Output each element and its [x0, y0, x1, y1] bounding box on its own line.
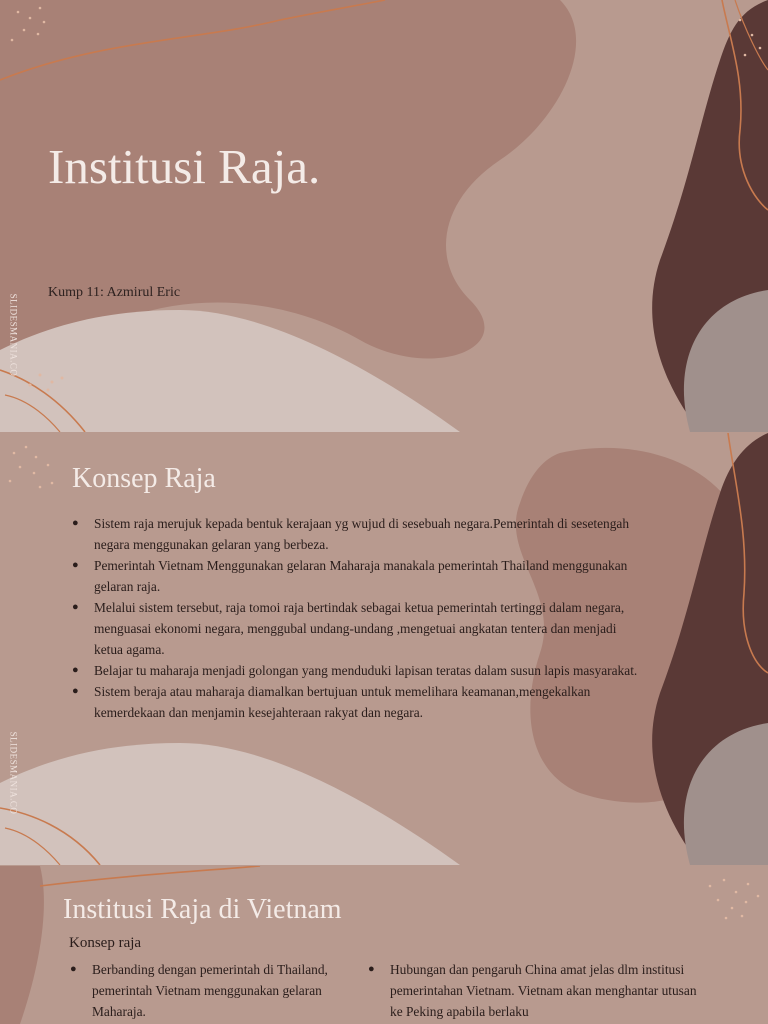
list-item: ● Berbanding dengan pemerintah di Thailand, pemerintah Vietnam menggunakan gelaran Maharaja.	[70, 959, 340, 1022]
list-item: ● Sistem raja merujuk kepada bentuk kerajaan yg wujud di sesebuah negara.Pemerintah di sesetengah negara menggunakan gelaran yang berbeza.	[72, 513, 642, 555]
watermark: SLIDESMANIA.CO	[8, 293, 19, 377]
slide-title-heading: Konsep Raja	[72, 463, 216, 494]
list-item: ● Hubungan dan pengaruh China amat jelas dlm institusi pemerintahan Vietnam. Vietnam akan menghantar utusan ke Peking apabila berlaku	[368, 959, 708, 1022]
slide-title-heading: Institusi Raja di Vietnam	[63, 894, 342, 925]
list-item: ● Pemerintah Vietnam Menggunakan gelaran Maharaja manakala pemerintah Thailand menggunakan gelaran raja.	[72, 555, 642, 597]
watermark: SLIDESMANIA.CO	[8, 731, 19, 815]
slide-vietnam	[0, 866, 768, 1024]
list-item: ● Melalui sistem tersebut, raja tomoi raja bertindak sebagai ketua pemerintah tertinggi dalam negara, menguasai ekonomi negara, menggubal undang-undang ,mengetuai angkatan tentera dan menjadi ketua agama.	[72, 597, 642, 660]
slide-subtitle: Kump 11: Azmirul Eric	[48, 285, 181, 300]
list-item: ● Belajar tu maharaja menjadi golongan yang menduduki lapisan teratas dalam susun lapis masyarakat.	[72, 660, 642, 681]
slide-subtitle: Konsep raja	[69, 935, 142, 951]
slide-background	[0, 0, 768, 432]
list-item: ● Sistem beraja atau maharaja diamalkan bertujuan untuk memelihara keamanan,mengekalkan kemerdekaan dan menjamin kesejahteraan rakyat dan negara.	[72, 681, 642, 723]
bullet-list-left	[70, 959, 340, 1022]
bullet-list-right	[368, 959, 708, 1022]
slide-konsep-raja	[0, 433, 768, 865]
slide-title-heading: Institusi Raja.	[48, 139, 321, 194]
bullet-list	[72, 513, 642, 723]
slide-title	[0, 0, 768, 432]
